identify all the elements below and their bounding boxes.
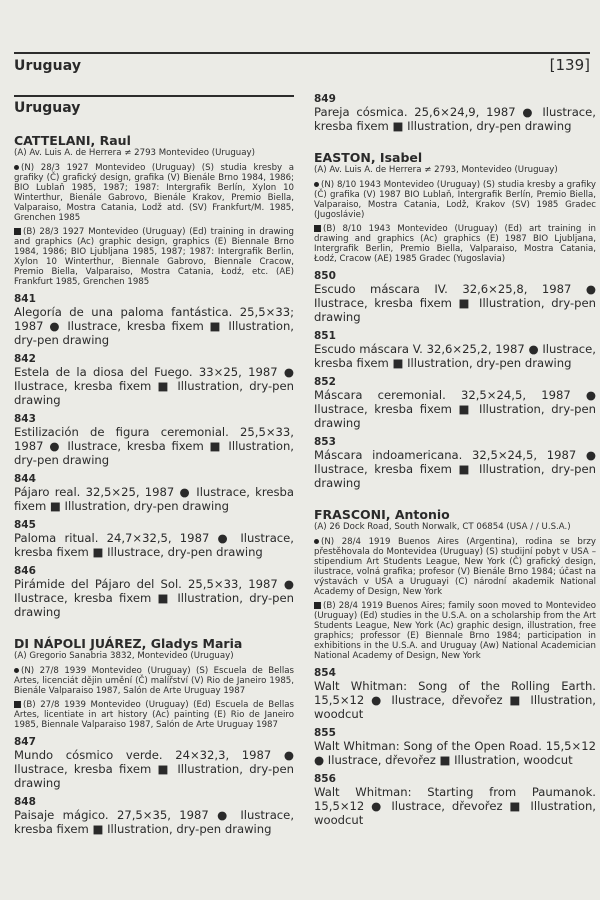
- artist-name: CATTELANI, Raul: [14, 133, 131, 148]
- bio-czech: (N) 8/10 1943 Montevideo (Uruguay) (S) studia kresby a grafiky (Č) grafika (V) 1987 BIO Lublaň, Intergrafik Berlín, Premio Biella, Valparaiso, Mostra Catania, Lodž, Krakov (SV) 1985 Gradec (Jugoslávie): [314, 180, 596, 220]
- work-item: [314, 773, 596, 827]
- work-description: Estela de la diosa del Fuego. 33×25, 1987 ● Ilustrace, kresba fixem ■ Illustration, dry-pen drawing: [14, 365, 294, 407]
- work-description: Paloma ritual. 24,7×32,5, 1987 ● Ilustrace, kresba fixem ■ Illustrace, dry-pen drawing: [14, 531, 294, 559]
- running-head-title: Uruguay: [14, 58, 82, 74]
- work-description: Escudo máscara V. 32,6×25,2, 1987 ● Ilustrace, kresba fixem ■ Illustration, dry-pen drawing: [314, 342, 596, 370]
- english-square-icon: [314, 602, 321, 609]
- work-number: 845: [14, 519, 36, 531]
- artist-address: (A) Gregorio Sanabria 3832, Montevideo (Uruguay): [14, 651, 234, 661]
- work-description: Mundo cósmico verde. 24×32,3, 1987 ● Ilustrace, kresba fixem ■ Illustration, dry-pen drawing: [14, 748, 294, 790]
- work-description: Pájaro real. 32,5×25, 1987 ● Ilustrace, kresba fixem ■ Illustration, dry-pen drawing: [14, 485, 294, 513]
- work-description: Alegoría de una paloma fantástica. 25,5×33; 1987 ● Ilustrace, kresba fixem ■ Illustration, dry-pen drawing: [14, 305, 294, 347]
- work-description: Walt Whitman: Song of the Open Road. 15,5×12 ● Ilustrace, dřevořez ■ Illustration, woodcut: [314, 739, 596, 767]
- bio-english: (B) 27/8 1939 Montevideo (Uruguay) (Ed) Escuela de Bellas Artes, licentiate in art history (Ac) painting (E) Rio de Janeiro 1985, Biennale Valparaiso 1987, Salón de Arte Uruguay 1987: [14, 700, 294, 730]
- work-item: [14, 473, 294, 513]
- bio-czech: (N) 27/8 1939 Montevideo (Uruguay) (S) Escuela de Bellas Artes, licenciát dějin umění (Č) malířství (V) Rio de Janeiro 1985, Bienále Valparaiso 1987, Salón de Arte Uruguay 1987: [14, 666, 294, 696]
- artist-name: DI NÁPOLI JUÁREZ, Gladys Maria: [14, 636, 243, 651]
- work-number: 852: [314, 376, 336, 388]
- work-number: 849: [314, 93, 336, 105]
- work-description: Pirámide del Pájaro del Sol. 25,5×33, 1987 ● Ilustrace, kresba fixem ■ Illustration, dry-pen drawing: [14, 577, 294, 619]
- artist-address: (A) Av. Luis A. de Herrera ≠ 2793 Montevideo (Uruguay): [14, 148, 255, 158]
- work-number: 848: [14, 796, 36, 808]
- bio-czech: (N) 28/3 1927 Montevideo (Uruguay) (S) studia kresby a grafiky (Č) grafický design, grafika (V) Bienále Brno 1984, 1986; BIO Lublaň 1985, 1987; 1987: Intergrafik Berlín, Xylon 10 Winterthur, Bienále Gabrovo, Bienále Krakov, Premio Biella, Valparaiso, Mostra Catania, Lodž atd. (SV) Frankfurt/M. 1985, Grenchen 1985: [14, 163, 294, 223]
- work-description: Paisaje mágico. 27,5×35, 1987 ● Ilustrace, kresba fixem ■ Illustration, dry-pen drawing: [14, 808, 294, 836]
- right-column: [314, 93, 596, 827]
- english-square-icon: [314, 225, 321, 232]
- work-item: [314, 436, 596, 490]
- work-item: [14, 736, 294, 790]
- work-number: 855: [314, 727, 336, 739]
- work-item: [314, 270, 596, 324]
- work-item: [14, 293, 294, 347]
- work-number: 843: [14, 413, 36, 425]
- page-number: [139]: [549, 56, 590, 74]
- artist-entry: [14, 134, 294, 619]
- work-item: [314, 330, 596, 370]
- artist-address: (A) Av. Luis A. de Herrera ≠ 2793, Montevideo (Uruguay): [314, 165, 558, 175]
- work-number: 847: [14, 736, 36, 748]
- artist-entry: [314, 151, 596, 490]
- bio-czech: (N) 28/4 1919 Buenos Aires (Argentina), rodina se brzy přestěhovala do Montevidea (Uruguay) (S) studijní pobyt v USA – stipendium Art Students League, New York (Č) grafický design, ilustrace, volná grafika; profesor (V) Bienále Brno 1984; účast na výstavách v USA a Uruguayi (C) národní akademik National Academy of Design, New York: [314, 537, 596, 597]
- page-header: [14, 52, 590, 74]
- artist-address: (A) 26 Dock Road, South Norwalk, CT 06854 (USA / / U.S.A.): [314, 522, 571, 532]
- artist-name: FRASCONI, Antonio: [314, 507, 450, 522]
- work-number: 846: [14, 565, 36, 577]
- bio-english: (B) 8/10 1943 Montevideo (Uruguay) (Ed) art training in drawing and graphics (Ac) graphics (E) 1987 BIO Ljubljana, Intergrafik Berlin, Premio Biella, Valparaiso, Mostra Catania, Łodź, Cracow (AE) 1985 Gradec (Yugoslavia): [314, 224, 596, 264]
- work-item: [14, 565, 294, 619]
- artist-name: EASTON, Isabel: [314, 150, 423, 165]
- work-number: 856: [314, 773, 336, 785]
- artist-entry: [314, 508, 596, 827]
- work-number: 844: [14, 473, 36, 485]
- czech-bullet-icon: [14, 165, 19, 170]
- section-title: Uruguay: [14, 95, 294, 116]
- work-description: Walt Whitman: Song of the Rolling Earth. 15,5×12 ● Ilustrace, dřevořez ■ Illustration, woodcut: [314, 679, 596, 721]
- czech-bullet-icon: [314, 182, 319, 187]
- czech-bullet-icon: [14, 668, 19, 673]
- left-column: [14, 95, 294, 836]
- work-item: [14, 519, 294, 559]
- work-description: Pareja cósmica. 25,6×24,9, 1987 ● Ilustrace, kresba fixem ■ Illustration, dry-pen drawing: [314, 105, 596, 133]
- work-number: 851: [314, 330, 336, 342]
- work-item: [314, 376, 596, 430]
- bio-english: (B) 28/4 1919 Buenos Aires; family soon moved to Montevideo (Uruguay) (Ed) studies in the U.S.A. on a scholarship from the Art Students League, New York (Ac) graphic design, illustration, free graphics; professor (E) Biennale Brno 1984; participation in exhibitions in the U.S.A. and Uruguay (Aw) National Academician National Academy of Design, New York: [314, 601, 596, 661]
- work-description: Máscara indoamericana. 32,5×24,5, 1987 ● Ilustrace, kresba fixem ■ Illustration, dry-pen drawing: [314, 448, 596, 490]
- work-item: [314, 727, 596, 767]
- work-description: Máscara ceremonial. 32,5×24,5, 1987 ● Ilustrace, kresba fixem ■ Illustration, dry-pen drawing: [314, 388, 596, 430]
- work-item: [314, 93, 596, 133]
- work-number: 841: [14, 293, 36, 305]
- work-number: 842: [14, 353, 36, 365]
- work-number: 853: [314, 436, 336, 448]
- work-item: [314, 667, 596, 721]
- english-square-icon: [14, 228, 21, 235]
- work-description: Walt Whitman: Starting from Paumanok. 15,5×12 ● Ilustrace, dřevořez ■ Illustration, woodcut: [314, 785, 596, 827]
- work-description: Estilización de figura ceremonial. 25,5×33, 1987 ● Ilustrace, kresba fixem ■ Illustration, dry-pen drawing: [14, 425, 294, 467]
- bio-english: (B) 28/3 1927 Montevideo (Uruguay) (Ed) training in drawing and graphics (Ac) graphic design, graphics (E) Biennale Brno 1984, 1986; BIO Ljubljana 1985, 1987; 1987: Intergrafik Berlin, Xylon 10 Winterthur, Biennale Gabrovo, Biennale Cracow, Premio Biella, Valparaiso, Mostra Catania, Łodź, etc. (AE) Frankfurt 1985, Grenchen 1985: [14, 227, 294, 287]
- czech-bullet-icon: [314, 539, 319, 544]
- artist-entry: [14, 637, 294, 836]
- work-item: [14, 796, 294, 836]
- work-item: [14, 353, 294, 407]
- work-description: Escudo máscara IV. 32,6×25,8, 1987 ● Ilustrace, kresba fixem ■ Illustration, dry-pen drawing: [314, 282, 596, 324]
- work-number: 854: [314, 667, 336, 679]
- work-item: [14, 413, 294, 467]
- work-number: 850: [314, 270, 336, 282]
- english-square-icon: [14, 701, 21, 708]
